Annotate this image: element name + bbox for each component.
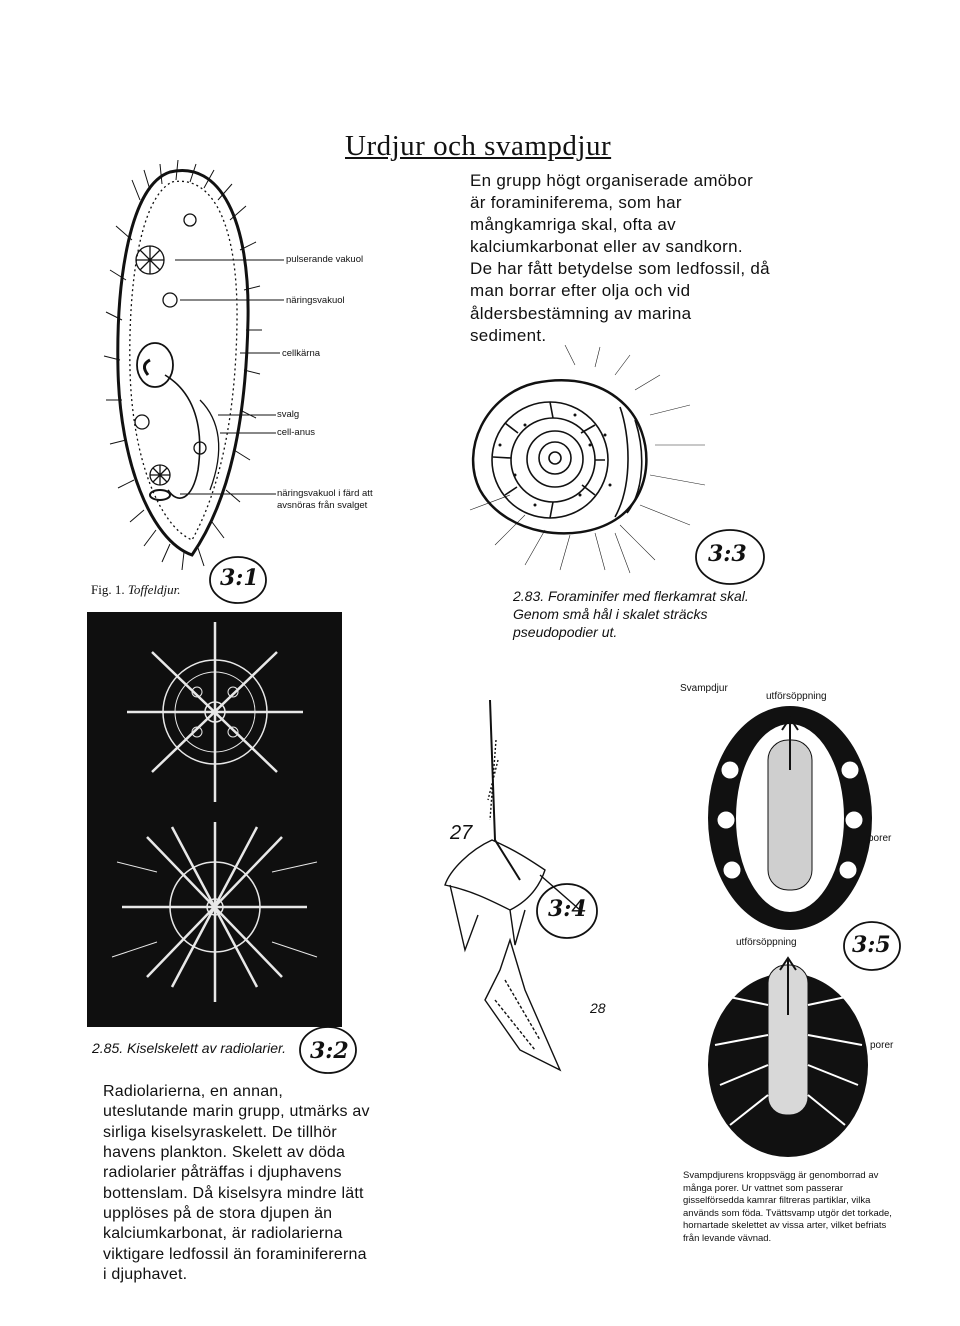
fig1-caption-prefix: Fig. 1. bbox=[91, 582, 125, 597]
fig1-caption-italic: Toffeldjur. bbox=[127, 582, 181, 597]
foram-caption: 2.83. Foraminifer med flerkamrat skal. Genom små hål i skalet sträcks pseudopodier ut. bbox=[513, 588, 749, 640]
foraminifer-illustration bbox=[455, 345, 725, 575]
drawing-number-28: 28 bbox=[590, 1000, 606, 1016]
page-title: Urdjur och svampdjur bbox=[345, 130, 612, 162]
mark-3-4: 3:4 bbox=[548, 896, 587, 922]
sponge-outlet-label-1: utförsöppning bbox=[766, 691, 827, 702]
sponge-illustration-bottom bbox=[700, 955, 875, 1165]
mark-3-1: 3:1 bbox=[220, 565, 259, 591]
label-cell-anus: cell-anus bbox=[277, 427, 316, 438]
label-pulserande-vakuol: pulserande vakuol bbox=[286, 254, 364, 265]
label-naringsvakuol: näringsvakuol bbox=[286, 295, 345, 306]
mark-3-3: 3:3 bbox=[708, 541, 747, 567]
radiolaria-paragraph bbox=[103, 1082, 371, 1285]
drawing-number-27: 27 bbox=[450, 822, 473, 844]
label-avsnoras-line2: avsnöras från svalget bbox=[277, 500, 368, 511]
intro-paragraph bbox=[470, 170, 770, 347]
radiolaria-photo bbox=[87, 612, 342, 1027]
radiolaria-text: Radiolarierna, en annan, uteslutande marin grupp, utmärks av sirliga kiselsyraskelett. De tillhör havens plankton. Skelett av döda radiolarier påträffas i djuphavens bottenslam. Då kiselsyra mindre lätt upplöses på de stora djupen än kalciumkarbonat, är radiolarierna viktigare ledfossil än foraminifererna i djuphavet. bbox=[103, 1083, 370, 1283]
sponge-pores-label-2: porer bbox=[870, 1040, 894, 1051]
fig1-caption bbox=[91, 582, 180, 598]
sponge-outlet-label-2: utförsöppning bbox=[736, 937, 797, 948]
radiolaria-photo-drawing bbox=[87, 612, 342, 1027]
label-svalg: svalg bbox=[277, 409, 300, 420]
sponge-heading: Svampdjur bbox=[680, 683, 728, 694]
sponge-caption-text: Svampdjurens kroppsvägg är genomborrad av många porer. Ur vattnet som passerar gisselförsedda kamrar filtreras partiklar, vilka används som föda. Tvättsvamp utgör det torkade, hornartade skelettet av vissa arter, vilket befriats från levande vävnad. bbox=[683, 1170, 892, 1244]
intro-text: En grupp högt organiserade amöbor är foraminiferema, som har mångkamriga skal, ofta av kalciumkarbonat eller av sandkorn. De har fått betydelse som ledfossil, då man borrar efter olja och vid åldersbestämning av marina sediment. bbox=[470, 171, 770, 345]
label-avsnoras-line1: näringsvakuol i färd att bbox=[277, 488, 373, 499]
sponge-illustration-top bbox=[700, 700, 880, 936]
label-cellkarna: cellkärna bbox=[282, 348, 321, 359]
radiolaria-caption: 2.85. Kiselskelett av radiolarier. bbox=[92, 1040, 287, 1056]
mark-3-2: 3:2 bbox=[310, 1038, 349, 1064]
paramecium-illustration bbox=[80, 160, 320, 580]
mark-3-5: 3:5 bbox=[852, 932, 891, 958]
sponge-caption bbox=[683, 1170, 903, 1245]
sponge-pores-label-1: porer bbox=[868, 833, 892, 844]
